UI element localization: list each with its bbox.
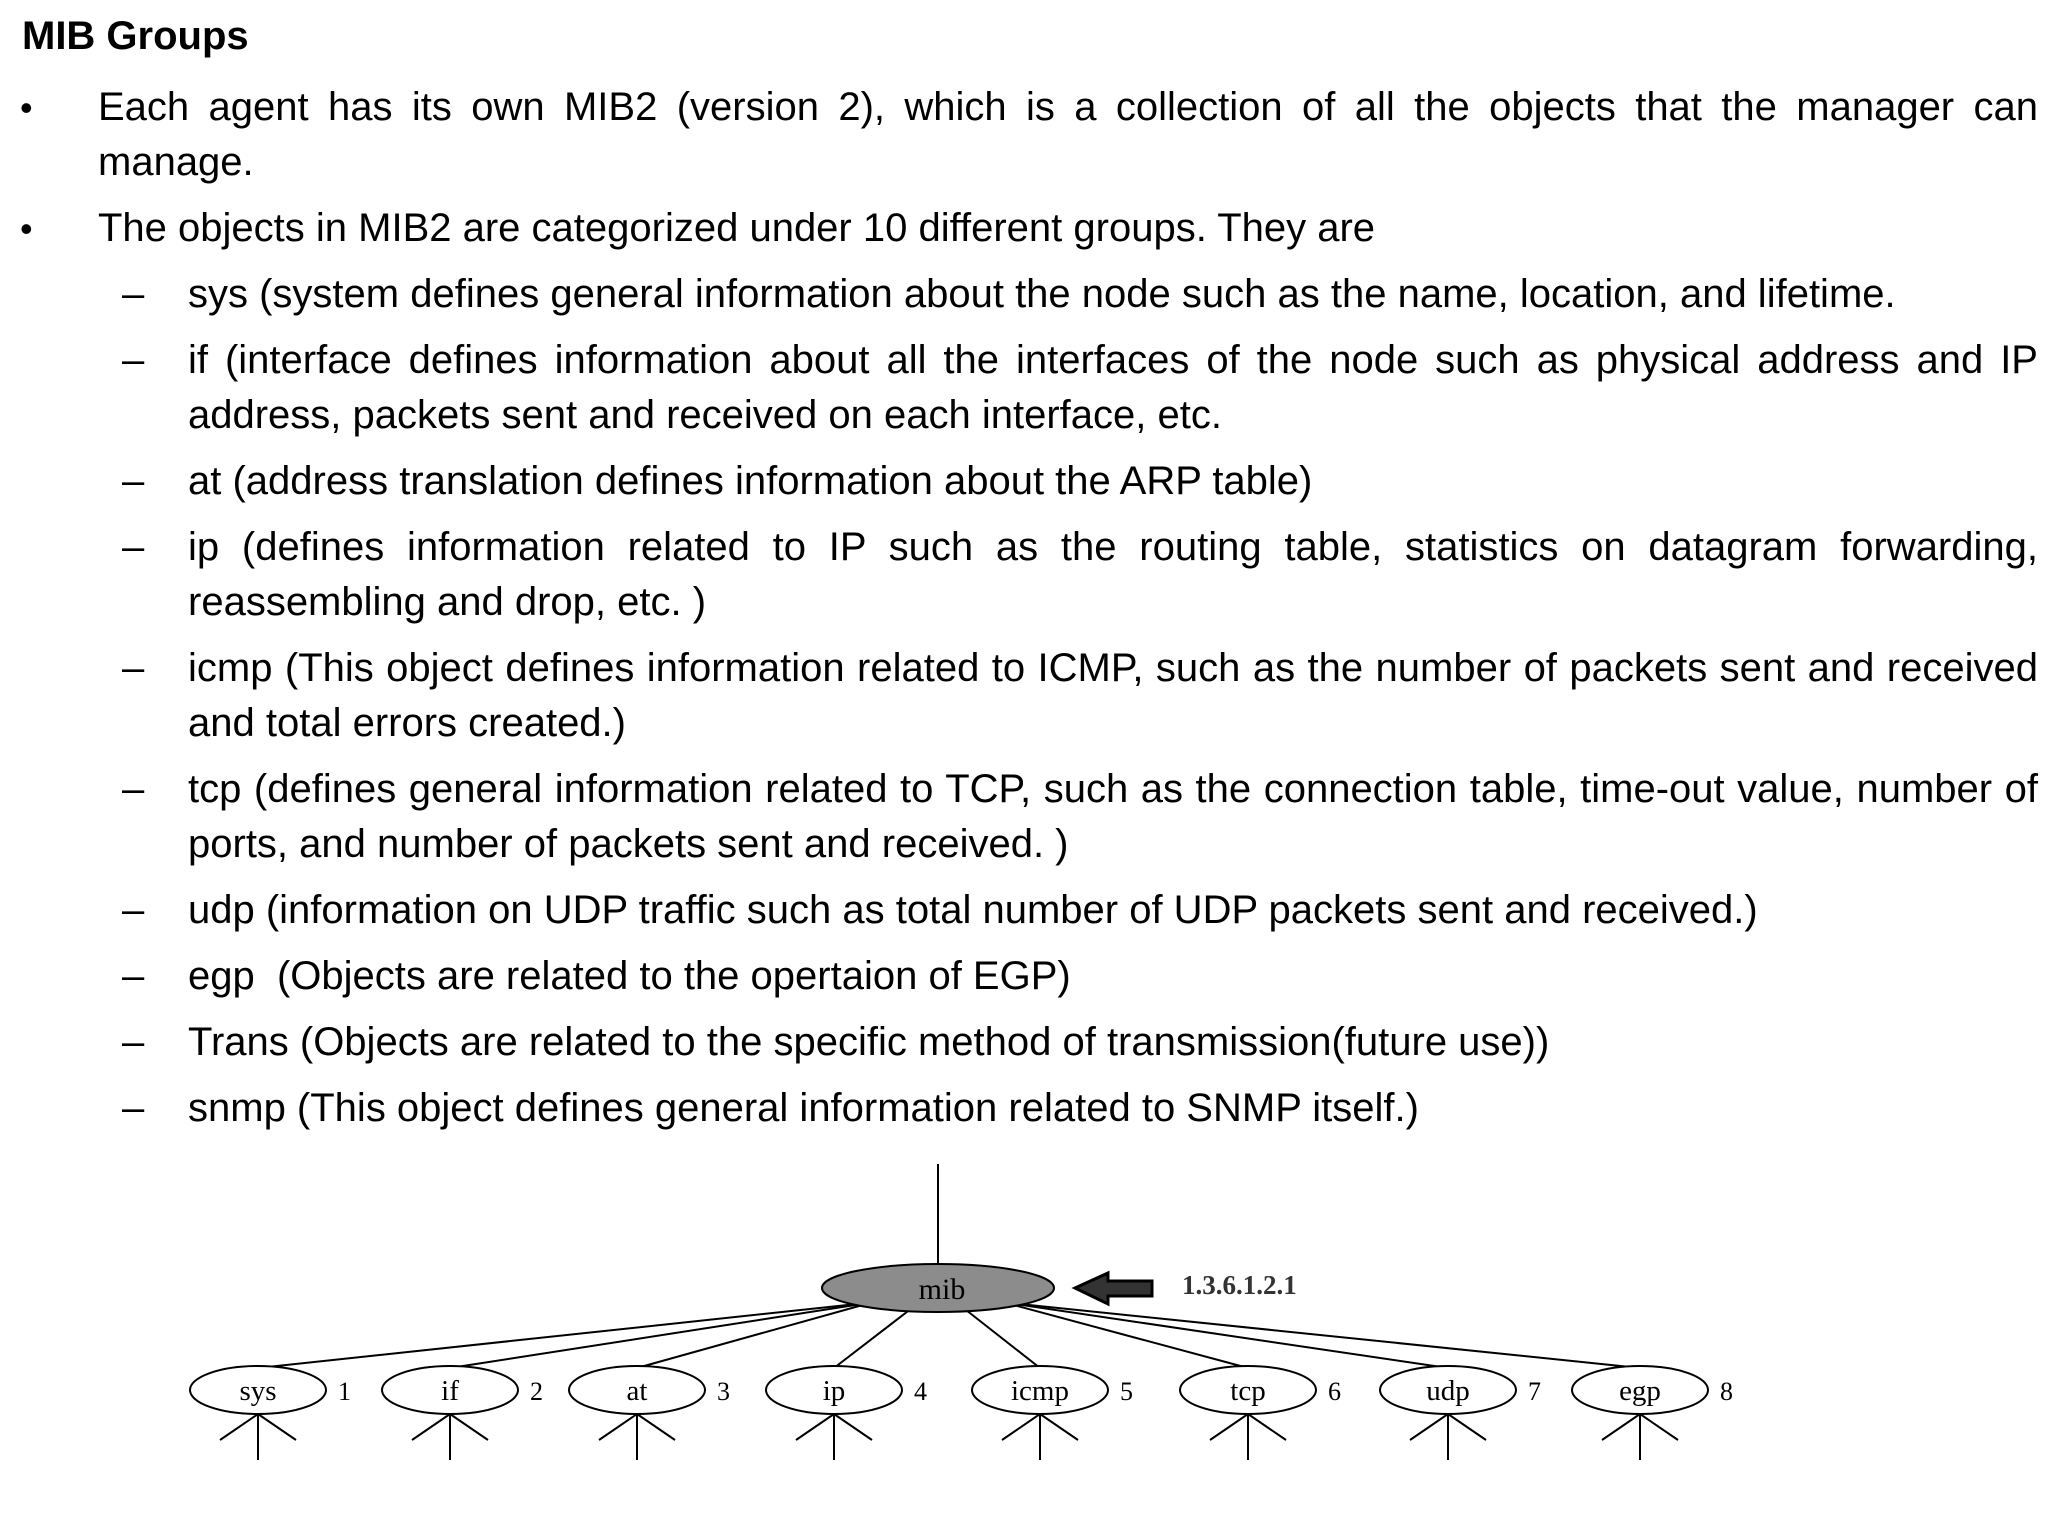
- dash-marker: –: [122, 646, 145, 690]
- subtree-branch-left: [220, 1414, 258, 1440]
- child-number: 7: [1528, 1377, 1541, 1406]
- group-text: at (address translation defines information about the ARP table): [188, 459, 1313, 503]
- mib-tree-diagram: [0, 1160, 2048, 1480]
- group-item-if: [0, 333, 2048, 443]
- child-node-egp: [1572, 1366, 1733, 1460]
- bullet-text: Each agent has its own MIB2 (version 2), which is a collection of all the objects that the manager can manage.: [98, 85, 2038, 184]
- tree-link-egp: [1004, 1302, 1640, 1368]
- child-number: 8: [1720, 1377, 1733, 1406]
- dash-marker: –: [122, 767, 145, 811]
- dash-marker: –: [122, 525, 145, 569]
- main-content: [0, 80, 2048, 1147]
- subtree-branch-left: [599, 1414, 637, 1440]
- group-item-sys: [0, 267, 2048, 322]
- group-item-trans: [0, 1015, 2048, 1070]
- subtree-branch-right: [1448, 1414, 1486, 1440]
- child-number: 5: [1120, 1377, 1133, 1406]
- tree-link-at: [637, 1302, 872, 1368]
- group-text: egp (Objects are related to the opertaion of EGP): [188, 954, 1071, 998]
- subtree-branch-left: [1602, 1414, 1640, 1440]
- bullet-marker: •: [20, 87, 33, 128]
- child-nodes: [190, 1366, 1733, 1460]
- subtree-branch-right: [1248, 1414, 1286, 1440]
- group-item-tcp: [0, 762, 2048, 872]
- child-label: at: [626, 1375, 648, 1407]
- child-node-at: [569, 1366, 730, 1460]
- subtree-branch-left: [796, 1414, 834, 1440]
- dash-marker: –: [122, 1020, 145, 1064]
- subtree-branch-right: [258, 1414, 296, 1440]
- child-number: 6: [1328, 1377, 1341, 1406]
- group-text: sys (system defines general information about the node such as the name, location, and lifetime.: [188, 272, 1896, 316]
- bullet-marker: •: [20, 208, 33, 249]
- subtree-branch-right: [637, 1414, 675, 1440]
- child-node-if: [382, 1366, 543, 1460]
- child-number: 3: [717, 1377, 730, 1406]
- page-title: MIB Groups: [22, 14, 249, 58]
- child-label: icmp: [1011, 1375, 1069, 1407]
- tree-link-if: [450, 1302, 872, 1368]
- child-number: 1: [338, 1377, 351, 1406]
- child-node-sys: [190, 1366, 351, 1460]
- dash-marker: –: [122, 954, 145, 998]
- child-label: tcp: [1230, 1375, 1266, 1407]
- subtree-branch-right: [450, 1414, 488, 1440]
- dash-marker: –: [122, 338, 145, 382]
- dash-marker: –: [122, 888, 145, 932]
- child-label: ip: [822, 1375, 846, 1407]
- dash-marker: –: [122, 459, 145, 503]
- subtree-branch-left: [1210, 1414, 1248, 1440]
- tree-link-sys: [258, 1302, 872, 1368]
- arrow-icon: [1075, 1273, 1152, 1304]
- group-text: tcp (defines general information related to TCP, such as the connection table, time-out value, number of ports, and number of packets sent and received. ): [188, 767, 2038, 866]
- group-text: Trans (Objects are related to the specific method of transmission(future use)): [188, 1020, 1550, 1064]
- group-text: udp (information on UDP traffic such as total number of UDP packets sent and received.): [188, 888, 1758, 932]
- subtree-branch-right: [1640, 1414, 1678, 1440]
- group-item-at: [0, 454, 2048, 509]
- child-label: sys: [239, 1375, 277, 1407]
- group-text: snmp (This object defines general information related to SNMP itself.): [188, 1086, 1419, 1130]
- child-node-ip: [766, 1366, 927, 1460]
- group-text: icmp (This object defines information related to ICMP, such as the number of packets sent and received and total errors created.): [188, 646, 2038, 745]
- group-item-icmp: [0, 641, 2048, 751]
- group-text: ip (defines information related to IP such as the routing table, statistics on datagram forwarding, reassembling and drop, etc. ): [188, 525, 2038, 624]
- child-number: 4: [914, 1377, 927, 1406]
- group-item-ip: [0, 520, 2048, 630]
- dash-marker: –: [122, 272, 145, 316]
- bullet-item: [0, 80, 2048, 190]
- subtree-branch-right: [834, 1414, 872, 1440]
- group-item-udp: [0, 883, 2048, 938]
- subtree-branch-left: [1002, 1414, 1040, 1440]
- subtree-branch-left: [1410, 1414, 1448, 1440]
- group-item-snmp: [0, 1081, 2048, 1136]
- subtree-branch-right: [1040, 1414, 1078, 1440]
- mib-root-label: mib: [918, 1273, 966, 1306]
- bullet-item: [0, 201, 2048, 256]
- bullet-text: The objects in MIB2 are categorized under 10 different groups. They are: [98, 206, 1376, 250]
- tree-link-icmp: [960, 1306, 1040, 1368]
- child-node-icmp: [972, 1366, 1133, 1460]
- tree-link-tcp: [1004, 1302, 1248, 1368]
- child-number: 2: [530, 1377, 543, 1406]
- group-text: if (interface defines information about all the interfaces of the node such as physical address and IP address, packets sent and received on each interface, etc.: [188, 338, 2038, 437]
- group-item-egp: [0, 949, 2048, 1004]
- mib-oid-label: 1.3.6.1.2.1: [1182, 1270, 1297, 1300]
- child-node-tcp: [1180, 1366, 1341, 1460]
- child-label: if: [441, 1375, 459, 1407]
- tree-link-ip: [834, 1306, 915, 1368]
- child-label: udp: [1426, 1375, 1470, 1407]
- tree-link-udp: [1004, 1302, 1448, 1368]
- child-node-udp: [1380, 1366, 1541, 1460]
- dash-marker: –: [122, 1086, 145, 1130]
- child-label: egp: [1619, 1375, 1661, 1407]
- subtree-branch-left: [412, 1414, 450, 1440]
